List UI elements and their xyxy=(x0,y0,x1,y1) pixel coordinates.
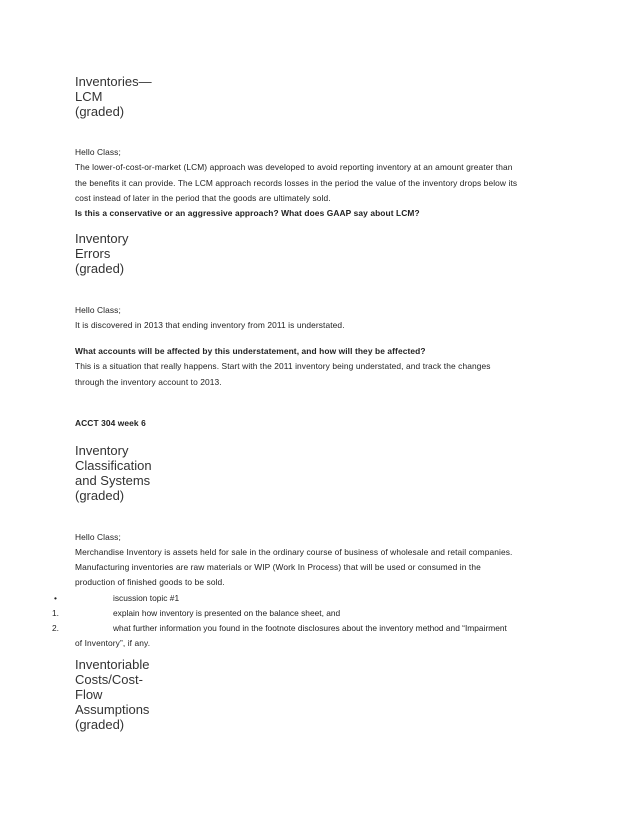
classification-paragraph-line: production of finished goods to be sold. xyxy=(75,577,225,587)
heading-line: Errors xyxy=(75,246,111,261)
classification-paragraph-line: Merchandise Inventory is assets held for sale in the ordinary course of business of wholesale and retail companies. xyxy=(75,547,513,557)
number-marker: 2. xyxy=(52,623,59,633)
week-label: ACCT 304 week 6 xyxy=(75,418,146,428)
list-item-text: iscussion topic #1 xyxy=(113,593,180,603)
errors-greeting: Hello Class; xyxy=(75,305,121,315)
classification-greeting: Hello Class; xyxy=(75,532,121,542)
heading-line: (graded) xyxy=(75,261,125,276)
list-continuation: of Inventory”, if any. xyxy=(75,638,151,648)
errors-hint-line: through the inventory account to 2013. xyxy=(75,377,222,387)
heading-line: and Systems xyxy=(75,473,151,488)
heading-line: Inventory xyxy=(75,443,129,458)
heading-line: Classification xyxy=(75,458,152,473)
list-item xyxy=(0,606,638,622)
heading-inventories-lcm xyxy=(75,74,152,119)
list-item-text: explain how inventory is presented on the balance sheet, and xyxy=(113,608,341,618)
lcm-paragraph-line: The lower-of-cost-or-market (LCM) approach was developed to avoid reporting inventory at an amount greater than xyxy=(75,162,513,172)
lcm-question: Is this a conservative or an aggressive approach? What does GAAP say about LCM? xyxy=(75,208,420,218)
heading-line: Inventory xyxy=(75,231,129,246)
heading-line: LCM xyxy=(75,89,103,104)
lcm-paragraph-line: cost instead of later in the period that the goods are ultimately sold. xyxy=(75,193,331,203)
lcm-greeting: Hello Class; xyxy=(75,147,121,157)
heading-line: (graded) xyxy=(75,488,125,503)
lcm-paragraph-line: the benefits it can provide. The LCM approach records losses in the period the value of the inventory drops below its xyxy=(75,178,518,188)
classification-paragraph-line: Manufacturing inventories are raw materials or WIP (Work In Process) that will be used or consumed in the xyxy=(75,562,481,572)
heading-line: (graded) xyxy=(75,717,125,732)
heading-inventory-errors xyxy=(75,231,128,276)
heading-line: Flow xyxy=(75,687,103,702)
errors-hint-line: This is a situation that really happens. Start with the 2011 inventory being understated, and track the changes xyxy=(75,361,491,371)
heading-line: (graded) xyxy=(75,104,125,119)
errors-question: What accounts will be affected by this understatement, and how will they be affected? xyxy=(75,346,426,356)
heading-line: Inventories— xyxy=(75,74,152,89)
heading-line: Costs/Cost- xyxy=(75,672,143,687)
number-marker: 1. xyxy=(52,608,59,618)
heading-inventory-classification xyxy=(75,443,152,503)
heading-line: Assumptions xyxy=(75,702,150,717)
list-item-text: what further information you found in the footnote disclosures about the inventory method and “Impairment xyxy=(113,623,507,633)
heading-line: Inventoriable xyxy=(75,657,150,672)
list-item xyxy=(0,591,638,607)
list-item xyxy=(0,621,638,637)
heading-inventoriable-costs xyxy=(75,657,149,732)
bullet-marker: • xyxy=(54,593,57,603)
errors-statement: It is discovered in 2013 that ending inventory from 2011 is understated. xyxy=(75,320,345,330)
